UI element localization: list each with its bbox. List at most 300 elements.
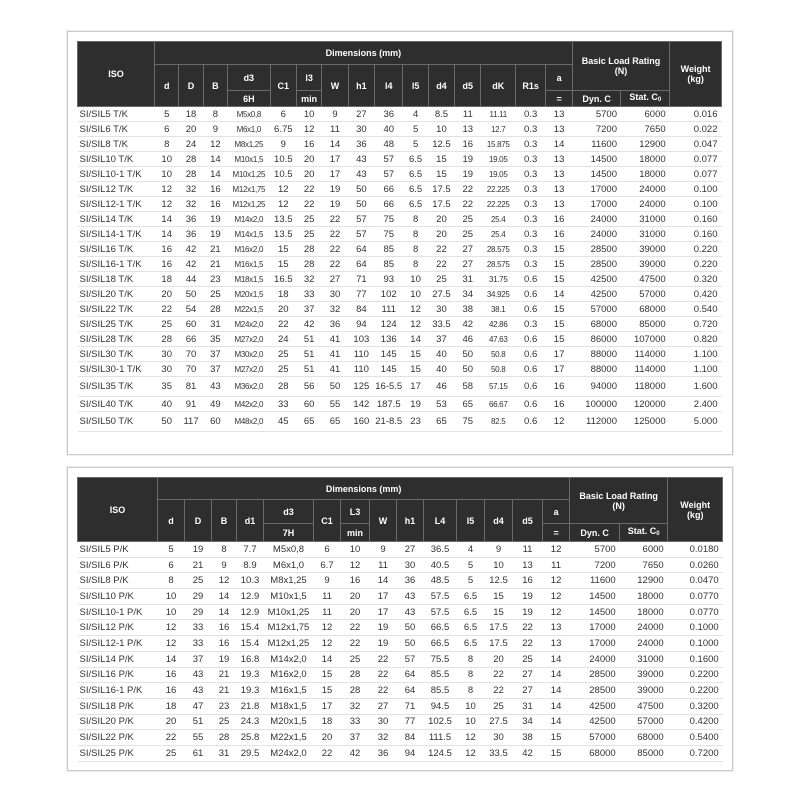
table-cell: 64 (397, 667, 424, 683)
table-cell: SI/SIL16 P/K (78, 667, 158, 683)
header-dyn-c: Dyn. C (570, 524, 620, 542)
header-d5: d5 (513, 500, 543, 542)
table-cell: 0.3 (515, 122, 545, 137)
table-cell: 27 (397, 542, 424, 558)
table-cell: M22x1,5 (228, 302, 271, 317)
table-cell: 19 (455, 152, 481, 167)
table-cell: 0.3 (515, 197, 545, 212)
table-cell: 16 (296, 137, 321, 152)
table-cell: 20 (155, 287, 179, 302)
table-cell: 32 (341, 698, 370, 714)
table-cell: 15 (546, 242, 572, 257)
table-cell: 11.11 (481, 107, 515, 122)
table-cell: 19 (322, 182, 348, 197)
table-cell: 31000 (621, 212, 670, 227)
table-cell: 22 (158, 730, 185, 746)
table-cell: 6 (314, 542, 341, 558)
table-cell: 1.600 (670, 377, 722, 397)
table-cell: 68000 (621, 302, 670, 317)
table-cell: 38.1 (481, 302, 515, 317)
table-cell: 117 (179, 412, 203, 432)
table-cell: 43 (397, 589, 424, 605)
table-cell: 12.5 (485, 573, 513, 589)
table-cell: 16.5 (270, 272, 296, 287)
table-cell: 14 (155, 212, 179, 227)
table-cell: 15 (485, 589, 513, 605)
table-cell: 0.720 (670, 317, 722, 332)
table-cell: 13.5 (270, 227, 296, 242)
table-cell: SI/SIL5 T/K (78, 107, 155, 122)
spec-table-tk (77, 41, 722, 432)
table-cell: 10 (158, 604, 185, 620)
table-cell: 0.5400 (668, 730, 723, 746)
table-cell: 14 (158, 651, 185, 667)
table-cell: 12 (203, 137, 227, 152)
table-cell: M14x2,0 (264, 651, 314, 667)
table-cell: SI/SIL30-1 T/K (78, 362, 155, 377)
table-cell: 0.100 (670, 197, 722, 212)
table-cell: SI/SIL8 T/K (78, 137, 155, 152)
table-cell: 85.5 (424, 667, 457, 683)
table-cell: 14500 (570, 589, 620, 605)
table-cell: 48.5 (424, 573, 457, 589)
header-dimensions: Dimensions (mm) (158, 478, 570, 500)
table-cell: 57 (397, 651, 424, 667)
table-cell: SI/SIL25 P/K (78, 745, 158, 761)
table-cell: 0.820 (670, 332, 722, 347)
table-cell: 16 (158, 667, 185, 683)
table-cell: 10 (457, 714, 485, 730)
table-cell: 50 (155, 412, 179, 432)
table-cell: 21.8 (237, 698, 264, 714)
table-cell: 0.3 (515, 257, 545, 272)
table-cell: 0.077 (670, 152, 722, 167)
table-cell: 27 (455, 242, 481, 257)
table-cell: 17 (403, 377, 428, 397)
table-cell: 14 (212, 604, 237, 620)
table-cell: 28500 (570, 683, 620, 699)
table-cell: SI/SIL14-1 T/K (78, 227, 155, 242)
table-cell: 85.5 (424, 683, 457, 699)
table-cell: M14x1,5 (228, 227, 271, 242)
table-cell: 57000 (620, 714, 668, 730)
table-cell: 22.225 (481, 197, 515, 212)
table-cell: 9 (485, 542, 513, 558)
table-cell: 17.5 (485, 620, 513, 636)
table-cell: 15 (485, 604, 513, 620)
table-cell: SI/SIL12-1 P/K (78, 636, 158, 652)
table-body (78, 542, 723, 762)
table-cell: 30 (155, 362, 179, 377)
table-cell: 6.5 (403, 197, 428, 212)
table-cell: 28 (155, 332, 179, 347)
table-cell: 30 (322, 287, 348, 302)
table-cell: SI/SIL16-1 P/K (78, 683, 158, 699)
table-cell: SI/SIL16 T/K (78, 242, 155, 257)
table-cell: 15 (403, 347, 428, 362)
table-cell: 124.5 (424, 745, 457, 761)
table-cell: 8 (158, 573, 185, 589)
table-cell: 41 (322, 362, 348, 377)
table-cell: 33 (270, 397, 296, 412)
table-cell: 66.5 (424, 620, 457, 636)
table-cell: 0.100 (670, 182, 722, 197)
table-cell: 20 (314, 730, 341, 746)
table-cell: 29 (185, 604, 212, 620)
table-cell: 28500 (572, 257, 621, 272)
table-cell: 0.047 (670, 137, 722, 152)
header-l5: l5 (403, 65, 428, 107)
header-l5: l5 (457, 500, 485, 542)
table-cell: 10 (296, 107, 321, 122)
table-cell: 54 (179, 302, 203, 317)
table-cell: 14 (546, 287, 572, 302)
table-cell: 57 (375, 167, 403, 182)
table-cell: 57.15 (481, 377, 515, 397)
table-cell: 15 (546, 257, 572, 272)
table-row (78, 212, 722, 227)
table-row (78, 730, 723, 746)
table-cell: 14 (403, 332, 428, 347)
table-cell: 20 (296, 167, 321, 182)
table-cell: 51 (185, 714, 212, 730)
header-d3: d3 (264, 500, 314, 524)
table-cell: SI/SIL18 T/K (78, 272, 155, 287)
table-cell: 14 (543, 667, 570, 683)
table-cell: 14 (546, 137, 572, 152)
table-cell: 0.3 (515, 107, 545, 122)
table-cell: 19 (322, 197, 348, 212)
table-cell: 16 (155, 242, 179, 257)
table-cell: 13 (546, 197, 572, 212)
table-cell: 145 (375, 362, 403, 377)
table-cell: 0.6 (515, 272, 545, 287)
table-cell: 22 (428, 242, 454, 257)
table-cell: 21 (203, 257, 227, 272)
header-stat-c-label: Stat. C (627, 526, 657, 536)
table-cell: 5 (457, 573, 485, 589)
table-cell: 2.400 (670, 397, 722, 412)
table-cell: 56 (296, 377, 321, 397)
table-cell: 9 (322, 107, 348, 122)
table-cell: 36 (370, 745, 397, 761)
table-cell: 100000 (572, 397, 621, 412)
header-D: D (179, 65, 203, 107)
header-D: D (185, 500, 212, 542)
table-cell: 4 (403, 107, 428, 122)
table-cell: 58 (455, 377, 481, 397)
table-cell: 27 (513, 683, 543, 699)
header-B: B (212, 500, 237, 542)
table-cell: 12 (296, 122, 321, 137)
table-cell: 145 (375, 347, 403, 362)
table-cell: 39000 (621, 242, 670, 257)
table-cell: 18000 (620, 589, 668, 605)
table-cell: 36 (397, 573, 424, 589)
table-cell: 22 (370, 683, 397, 699)
table-cell: 17.5 (428, 197, 454, 212)
table-cell: 13 (546, 107, 572, 122)
table-cell: M10x1,5 (228, 152, 271, 167)
table-cell: SI/SIL10-1 T/K (78, 167, 155, 182)
table-cell: 12 (155, 197, 179, 212)
spec-table-pk (77, 477, 723, 762)
table-cell: 36 (348, 137, 374, 152)
table-cell: 5 (403, 122, 428, 137)
table-cell: 11 (322, 122, 348, 137)
table-row (78, 620, 723, 636)
table-cell: 40 (428, 362, 454, 377)
table-cell: 0.3 (515, 242, 545, 257)
table-cell: SI/SIL14 P/K (78, 651, 158, 667)
table-cell: 5 (403, 137, 428, 152)
table-cell: 0.6 (515, 377, 545, 397)
header-dyn-c: Dyn. C (572, 91, 621, 107)
table-cell: 7200 (570, 557, 620, 573)
table-cell: 22 (314, 745, 341, 761)
table-cell: 94000 (572, 377, 621, 397)
table-cell: 32 (370, 730, 397, 746)
table-cell: 0.3 (515, 167, 545, 182)
table-cell: 22 (485, 683, 513, 699)
table-cell: M12x1,25 (264, 636, 314, 652)
table-cell: 21 (212, 683, 237, 699)
table-cell: 6.5 (457, 636, 485, 652)
table-panel-tk (67, 31, 733, 455)
table-cell: 31000 (621, 227, 670, 242)
header-d1: d1 (237, 500, 264, 542)
table-cell: 19 (185, 542, 212, 558)
table-cell: 14 (370, 573, 397, 589)
table-cell: 85000 (620, 745, 668, 761)
table-cell: 33 (185, 620, 212, 636)
table-cell: 21 (212, 667, 237, 683)
table-cell: 0.2200 (668, 667, 723, 683)
table-cell: 13 (543, 620, 570, 636)
table-panel-pk (67, 467, 733, 771)
header-stat-c-label: Stat. C (629, 92, 658, 102)
table-cell: 12 (212, 573, 237, 589)
table-cell: 8 (457, 667, 485, 683)
table-cell: 15 (270, 242, 296, 257)
table-cell: 103 (348, 332, 374, 347)
table-cell: 20 (270, 302, 296, 317)
header-d3: d3 (228, 65, 271, 91)
table-cell: 13.5 (270, 212, 296, 227)
table-cell: 43 (203, 377, 227, 397)
table-cell: 10 (457, 698, 485, 714)
header-B: B (203, 65, 227, 107)
table-cell: 0.6 (515, 397, 545, 412)
table-cell: 57.5 (424, 604, 457, 620)
table-header (78, 42, 722, 107)
table-cell: 82.5 (481, 412, 515, 432)
table-cell: 28 (212, 730, 237, 746)
table-cell: 25 (270, 362, 296, 377)
table-cell: 77 (348, 287, 374, 302)
table-cell: 46 (428, 377, 454, 397)
table-cell: 17000 (572, 182, 621, 197)
table-cell: 30 (348, 122, 374, 137)
table-cell: M5x0,8 (264, 542, 314, 558)
table-cell: 20 (296, 152, 321, 167)
table-cell: 111.5 (424, 730, 457, 746)
table-cell: 11 (314, 604, 341, 620)
table-cell: 27 (455, 257, 481, 272)
table-cell: SI/SIL30 T/K (78, 347, 155, 362)
header-stat-c-sub: 0 (656, 531, 660, 537)
table-cell: 33.5 (428, 317, 454, 332)
header-h1: h1 (348, 65, 374, 107)
table-cell: 31 (203, 317, 227, 332)
table-cell: SI/SIL10 P/K (78, 589, 158, 605)
header-C1: C1 (270, 65, 296, 107)
header-dK: dK (481, 65, 515, 107)
header-d: d (155, 65, 179, 107)
table-row (78, 397, 722, 412)
table-cell: 8.9 (237, 557, 264, 573)
table-cell: 16 (341, 573, 370, 589)
table-cell: 8 (203, 107, 227, 122)
table-row (78, 257, 722, 272)
header-a-sub: = (546, 91, 572, 107)
table-cell: 10 (485, 557, 513, 573)
table-cell: 20 (341, 589, 370, 605)
table-cell: 66.67 (481, 397, 515, 412)
table-row (78, 167, 722, 182)
table-cell: 1.100 (670, 362, 722, 377)
table-cell: 18 (158, 698, 185, 714)
table-row (78, 182, 722, 197)
table-cell: 12900 (620, 573, 668, 589)
table-cell: 0.3 (515, 317, 545, 332)
table-cell: 15 (314, 667, 341, 683)
table-header (78, 478, 723, 542)
table-cell: 94 (397, 745, 424, 761)
table-cell: 4 (457, 542, 485, 558)
table-cell: 18000 (621, 152, 670, 167)
table-cell: 71 (397, 698, 424, 714)
table-cell: 16 (212, 636, 237, 652)
table-cell: 0.016 (670, 107, 722, 122)
table-cell: 187.5 (375, 397, 403, 412)
table-cell: 16 (546, 227, 572, 242)
table-cell: 50 (397, 620, 424, 636)
table-cell: 9 (203, 122, 227, 137)
table-cell: 0.0770 (668, 604, 723, 620)
table-cell: 33 (341, 714, 370, 730)
table-cell: M6x1,0 (228, 122, 271, 137)
table-cell: 14 (203, 167, 227, 182)
table-cell: 19 (203, 212, 227, 227)
table-cell: 42 (455, 317, 481, 332)
table-cell: 10.3 (237, 573, 264, 589)
table-cell: 14 (543, 698, 570, 714)
table-cell: 12900 (621, 137, 670, 152)
table-cell: 6 (155, 122, 179, 137)
table-cell: 15 (270, 257, 296, 272)
table-cell: 17 (322, 167, 348, 182)
table-cell: 57000 (572, 302, 621, 317)
table-cell: M6x1,0 (264, 557, 314, 573)
table-cell: 60 (203, 412, 227, 432)
table-cell: 15 (543, 730, 570, 746)
table-cell: 25 (296, 227, 321, 242)
table-cell: 12 (543, 542, 570, 558)
table-cell: 0.220 (670, 242, 722, 257)
table-cell: 28500 (570, 667, 620, 683)
table-cell: 37 (203, 347, 227, 362)
table-cell: 0.7200 (668, 745, 723, 761)
table-cell: SI/SIL8 P/K (78, 573, 158, 589)
table-cell: 14 (212, 589, 237, 605)
table-cell: 12 (270, 197, 296, 212)
table-cell: 6.5 (457, 589, 485, 605)
table-cell: 16 (546, 397, 572, 412)
table-cell: 88000 (572, 347, 621, 362)
table-cell: 6.5 (457, 620, 485, 636)
table-cell: 39000 (621, 257, 670, 272)
table-cell: M8x1,25 (264, 573, 314, 589)
table-row (78, 589, 723, 605)
table-cell: 33 (185, 636, 212, 652)
table-cell: 22 (296, 197, 321, 212)
table-cell: 22 (370, 651, 397, 667)
table-cell: 16 (546, 212, 572, 227)
table-cell: M22x1,5 (264, 730, 314, 746)
table-cell: 13 (546, 152, 572, 167)
table-cell: 36 (179, 212, 203, 227)
table-cell: 50 (455, 347, 481, 362)
table-cell: 40 (155, 397, 179, 412)
table-cell: 12 (314, 620, 341, 636)
table-cell: 24000 (620, 620, 668, 636)
table-cell: 0.3 (515, 137, 545, 152)
table-cell: M5x0,8 (228, 107, 271, 122)
table-row (78, 242, 722, 257)
table-cell: 12 (270, 182, 296, 197)
table-cell: 11 (543, 557, 570, 573)
table-cell: 17 (546, 362, 572, 377)
table-cell: 12 (546, 412, 572, 432)
table-cell: 10.5 (270, 167, 296, 182)
table-cell: 22 (341, 620, 370, 636)
table-cell: SI/SIL20 T/K (78, 287, 155, 302)
table-cell: 0.2200 (668, 683, 723, 699)
table-cell: 60 (296, 397, 321, 412)
table-cell: 50 (397, 636, 424, 652)
table-cell: 75 (375, 212, 403, 227)
table-cell: 33 (296, 287, 321, 302)
table-cell: 37 (428, 332, 454, 347)
header-stat-c (621, 91, 670, 107)
table-cell: 32 (322, 302, 348, 317)
table-cell: 0.0470 (668, 573, 723, 589)
table-cell: 51 (296, 362, 321, 377)
table-cell: 0.022 (670, 122, 722, 137)
table-cell: 25 (203, 287, 227, 302)
table-cell: 110 (348, 362, 374, 377)
header-basic-load-rating: Basic Load Rating (N) (570, 478, 668, 524)
table-cell: 0.4200 (668, 714, 723, 730)
header-L3-sub: min (341, 524, 370, 542)
table-cell: 25 (296, 212, 321, 227)
header-weight: Weight (kg) (670, 42, 722, 107)
table-cell: 6.75 (270, 122, 296, 137)
table-cell: 22 (322, 257, 348, 272)
header-W: W (370, 500, 397, 542)
table-cell: 50.8 (481, 347, 515, 362)
